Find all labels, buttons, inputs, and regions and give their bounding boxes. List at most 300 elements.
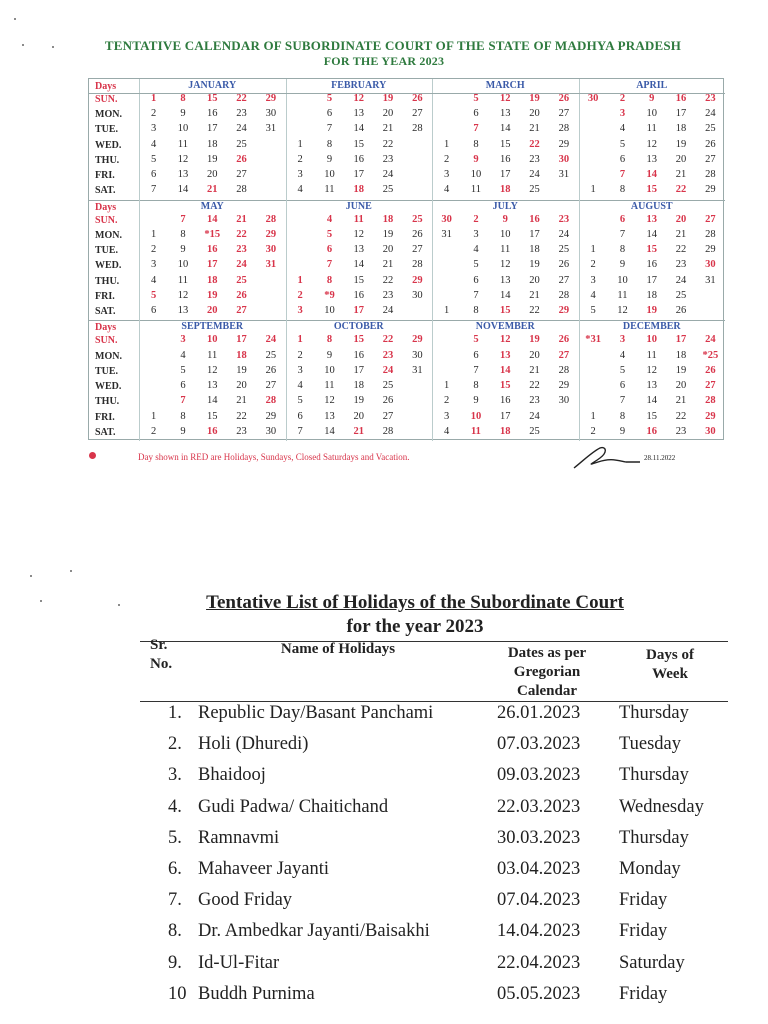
date-cell: 17 (236, 334, 247, 346)
date-cell: 4 (444, 184, 450, 196)
date-cell: 19 (529, 259, 540, 271)
date-cell: 10 (617, 274, 628, 286)
date-cell: 16 (675, 93, 687, 104)
date-cell: 11 (646, 123, 657, 135)
date-cell: 21 (529, 364, 540, 376)
date-cell: 16 (206, 108, 218, 120)
date-cell: 17 (675, 334, 687, 346)
date-cell: *15 (204, 228, 221, 240)
date-cell: 14 (177, 184, 189, 196)
date-cell: 23 (236, 425, 247, 437)
date-cell: 26 (705, 364, 716, 376)
date-cell: 18 (529, 244, 540, 256)
table-row (0, 797, 768, 828)
date-cell: 27 (236, 169, 247, 181)
date-cell: 1 (444, 380, 450, 392)
holiday-date: 03.04.2023 (497, 859, 581, 879)
day-name-mon: MON. (95, 229, 122, 241)
date-cell: 29 (265, 410, 277, 422)
date-cell: 20 (529, 274, 540, 286)
date-cell: 16 (646, 259, 657, 271)
date-cell: 5 (590, 305, 596, 317)
date-cell: 24 (236, 123, 247, 135)
date-cell: 30 (705, 425, 716, 437)
date-cell: 19 (206, 153, 218, 165)
date-cell: 22 (382, 138, 394, 150)
days-header-label: Days (95, 81, 117, 92)
date-cell: 8 (473, 138, 479, 150)
table-top-rule (140, 641, 728, 642)
date-cell: 29 (705, 184, 716, 196)
holiday-sr-no: 8. (168, 921, 182, 942)
month-header-may: MAY (200, 200, 224, 212)
date-cell: 16 (206, 244, 218, 256)
date-cell: 13 (646, 380, 657, 392)
date-cell: 23 (236, 244, 247, 256)
date-cell: 5 (151, 289, 157, 301)
date-cell: 2 (151, 244, 157, 256)
date-cell: 30 (441, 213, 452, 225)
day-name-fri: FRI. (95, 170, 115, 182)
date-cell: 7 (151, 184, 157, 196)
date-cell: 8 (326, 334, 333, 346)
date-cell: 26 (675, 305, 687, 317)
date-cell: 29 (412, 274, 423, 286)
date-cell: 16 (499, 153, 511, 165)
table-row (0, 703, 768, 734)
date-cell: 25 (705, 123, 716, 135)
header-rule (89, 93, 725, 94)
holiday-day: Wednesday (619, 796, 704, 817)
date-cell: 30 (412, 349, 423, 361)
holiday-sr-no: 6. (168, 859, 182, 879)
date-cell: 21 (529, 289, 540, 301)
date-cell: 6 (151, 169, 157, 181)
date-cell: 3 (297, 169, 303, 181)
holiday-day: Thursday (619, 765, 689, 786)
date-cell: 26 (265, 364, 277, 376)
date-cell: 26 (382, 395, 394, 407)
date-cell: 12 (177, 289, 189, 301)
date-cell: 7 (619, 228, 626, 240)
date-cell: 10 (499, 228, 511, 240)
date-cell: 11 (470, 184, 481, 196)
date-cell: 13 (353, 244, 364, 256)
date-cell: 28 (558, 364, 570, 376)
date-cell: 11 (470, 425, 481, 437)
date-cell: 21 (206, 184, 218, 196)
day-name-sun: SUN. (95, 214, 118, 226)
date-cell: 22 (382, 274, 394, 286)
date-cell: 3 (619, 334, 626, 346)
month-divider (286, 200, 287, 321)
date-cell: 13 (353, 108, 364, 120)
date-cell: 2 (590, 425, 596, 437)
holiday-date: 07.04.2023 (497, 890, 581, 911)
date-cell: 10 (646, 108, 657, 120)
date-cell: 23 (382, 289, 394, 301)
date-cell: 12 (206, 364, 218, 376)
date-cell: 6 (326, 244, 333, 256)
date-cell: 9 (473, 395, 479, 407)
date-cell: 21 (236, 213, 247, 225)
date-cell: 28 (705, 169, 716, 181)
date-cell: 17 (353, 169, 364, 181)
holiday-date: 30.03.2023 (497, 827, 581, 848)
date-cell: 23 (529, 395, 540, 407)
date-cell: 18 (382, 213, 394, 225)
date-cell: 13 (206, 380, 218, 392)
date-cell: 2 (297, 289, 303, 301)
date-cell: 27 (236, 305, 247, 317)
date-cell: 21 (675, 395, 687, 407)
date-cell: 26 (558, 259, 570, 271)
date-cell: 26 (558, 334, 570, 346)
holiday-name: Gudi Padwa/ Chaitichand (198, 796, 389, 817)
date-cell: 5 (473, 334, 479, 346)
holiday-day: Monday (619, 859, 681, 879)
date-cell: 28 (558, 289, 570, 301)
date-cell: 27 (705, 153, 716, 165)
holiday-day: Saturday (619, 952, 685, 973)
table-row (0, 984, 768, 1015)
col-date-header: Dates as per Gregorian Calendar (507, 645, 587, 699)
date-cell: 3 (297, 364, 303, 376)
day-name-tue: TUE. (95, 245, 119, 257)
date-cell: 19 (382, 93, 394, 104)
day-name-sun: SUN. (95, 335, 118, 347)
date-cell: 25 (529, 184, 540, 196)
holiday-date: 22.04.2023 (497, 952, 581, 973)
date-cell: 5 (180, 364, 186, 376)
table-row (0, 828, 768, 859)
date-cell: 7 (180, 395, 186, 407)
day-name-wed: WED. (95, 381, 122, 393)
date-cell: 14 (499, 364, 511, 376)
date-cell: 13 (177, 169, 189, 181)
date-cell: 9 (619, 425, 626, 437)
date-cell: 29 (265, 93, 277, 104)
date-cell: 23 (558, 213, 570, 225)
month-header-november: NOVEMBER (475, 321, 535, 333)
date-cell: 29 (558, 138, 570, 150)
speck (30, 575, 32, 577)
holiday-date: 09.03.2023 (497, 765, 581, 786)
date-cell: 9 (649, 93, 655, 104)
date-cell: 4 (297, 184, 303, 196)
date-cell: 10 (646, 334, 657, 346)
date-cell: 23 (236, 108, 247, 120)
col-name-header: Name of Holidays (280, 641, 396, 657)
date-cell: 20 (236, 380, 247, 392)
date-cell: 5 (473, 259, 479, 271)
month-header-september: SEPTEMBER (181, 321, 244, 333)
date-cell: 14 (353, 259, 364, 271)
date-cell: 20 (529, 108, 540, 120)
date-cell: 21 (353, 425, 364, 437)
date-cell: 25 (382, 184, 394, 196)
date-cell: 19 (353, 395, 364, 407)
date-cell: 6 (326, 108, 333, 120)
date-cell: 20 (675, 213, 687, 225)
date-cell: 1 (151, 228, 157, 240)
table-row (0, 765, 768, 796)
date-cell: 18 (353, 184, 364, 196)
date-cell: 7 (473, 364, 479, 376)
table-row (0, 953, 768, 984)
date-cell: 28 (558, 123, 570, 135)
date-cell: 8 (326, 138, 333, 150)
date-cell: 3 (444, 169, 450, 181)
holiday-date: 22.03.2023 (497, 796, 581, 817)
holiday-sr-no: 9. (168, 952, 182, 973)
date-cell: 19 (382, 228, 394, 240)
holiday-date: 05.05.2023 (497, 983, 581, 1004)
date-cell: 15 (499, 380, 511, 392)
date-cell: 15 (206, 93, 218, 104)
date-cell: 22 (675, 410, 687, 422)
date-cell: 10 (324, 169, 335, 181)
date-cell: 13 (646, 153, 657, 165)
date-cell: 15 (646, 184, 657, 196)
date-cell: 21 (382, 123, 394, 135)
date-cell: 15 (353, 138, 364, 150)
date-cell: 16 (353, 349, 364, 361)
col-day-header: Days of Week (646, 647, 694, 682)
date-cell: 9 (473, 153, 479, 165)
date-cell: 30 (412, 289, 423, 301)
date-cell: 18 (675, 349, 687, 361)
holiday-sr-no: 7. (168, 890, 182, 911)
date-cell: 9 (326, 153, 333, 165)
date-cell: 26 (236, 153, 247, 165)
date-cell: 17 (646, 274, 657, 286)
holiday-name: Ramnavmi (198, 827, 280, 848)
date-cell: 13 (646, 213, 657, 225)
date-cell: 4 (444, 425, 450, 437)
date-cell: 13 (324, 410, 335, 422)
date-cell: 22 (236, 228, 247, 240)
day-name-tue: TUE. (95, 124, 119, 136)
month-header-october: OCTOBER (333, 321, 384, 333)
date-cell: 2 (151, 425, 157, 437)
month-header-april: APRIL (636, 80, 668, 91)
month-header-january: JANUARY (188, 80, 237, 91)
holiday-day: Tuesday (619, 734, 682, 755)
date-cell: 11 (500, 244, 511, 256)
date-cell: 11 (207, 349, 218, 361)
date-cell: *31 (585, 334, 602, 346)
day-name-fri: FRI. (95, 290, 115, 302)
date-cell: 14 (353, 123, 364, 135)
holiday-date: 07.03.2023 (497, 734, 581, 755)
holiday-sr-no: 5. (168, 827, 182, 848)
date-cell: 8 (326, 274, 333, 286)
date-cell: 31 (265, 259, 277, 271)
date-cell: 3 (444, 410, 450, 422)
holiday-name: Buddh Purnima (198, 983, 315, 1004)
date-cell: 10 (324, 364, 335, 376)
date-cell: 17 (206, 259, 218, 271)
date-cell: 22 (529, 305, 540, 317)
date-cell: 16 (646, 425, 657, 437)
date-cell: 11 (324, 380, 335, 392)
date-cell: 17 (353, 364, 364, 376)
date-cell: 19 (675, 138, 687, 150)
date-cell: 24 (382, 364, 394, 376)
date-cell: 19 (529, 93, 540, 104)
holiday-name: Holi (Dhuredi) (198, 734, 309, 755)
date-cell: 9 (180, 425, 186, 437)
speck (22, 44, 24, 46)
date-cell: 27 (558, 274, 570, 286)
date-cell: 6 (297, 410, 303, 422)
date-cell: 7 (619, 169, 626, 181)
date-cell: 30 (587, 93, 599, 104)
date-cell: 4 (180, 349, 186, 361)
date-cell: 24 (382, 305, 394, 317)
date-cell: 2 (444, 153, 450, 165)
date-cell: 14 (324, 425, 335, 437)
date-cell: 3 (151, 259, 157, 271)
day-name-thu: THU. (95, 154, 120, 166)
date-cell: 27 (412, 108, 423, 120)
holiday-day: Friday (619, 890, 668, 911)
date-cell: 16 (353, 153, 364, 165)
day-name-wed: WED. (95, 139, 122, 151)
col-sr-header: Sr. No. (150, 637, 173, 672)
holiday-sr-no: 10 (168, 983, 187, 1004)
date-cell: 25 (412, 213, 423, 225)
date-cell: 30 (265, 244, 277, 256)
date-cell: 3 (619, 108, 626, 120)
table-row (0, 734, 768, 765)
date-cell: 7 (326, 123, 333, 135)
holiday-name: Mahaveer Jayanti (198, 859, 329, 879)
date-cell: 27 (412, 244, 423, 256)
date-cell: 20 (675, 153, 687, 165)
date-cell: 18 (353, 380, 364, 392)
holiday-date: 14.04.2023 (497, 921, 581, 942)
date-cell: 22 (529, 138, 540, 150)
date-cell: 27 (265, 380, 277, 392)
date-cell: 14 (206, 213, 218, 225)
date-cell: 11 (177, 274, 188, 286)
date-cell: 31 (441, 228, 452, 240)
svg-text:28.11.2022: 28.11.2022 (644, 454, 676, 462)
date-cell: 5 (619, 138, 626, 150)
holiday-day: Friday (619, 983, 668, 1004)
holiday-day: Thursday (619, 703, 689, 723)
date-cell: 10 (324, 305, 335, 317)
date-cell: 6 (180, 380, 186, 392)
holiday-sr-no: 2. (168, 734, 182, 755)
table-row (0, 859, 768, 890)
date-cell: 5 (473, 93, 479, 104)
date-cell: 24 (529, 169, 540, 181)
date-cell: 2 (619, 93, 626, 104)
date-cell: 14 (499, 123, 511, 135)
date-cell: 27 (558, 349, 570, 361)
date-cell: 28 (382, 425, 394, 437)
date-cell: 30 (558, 153, 570, 165)
date-cell: 9 (180, 108, 186, 120)
date-cell: *9 (324, 289, 335, 301)
date-cell: 13 (177, 305, 189, 317)
calendar-grid (88, 78, 724, 440)
date-cell: 2 (473, 213, 479, 225)
date-cell: 4 (151, 138, 157, 150)
date-cell: 1 (590, 184, 596, 196)
date-cell: 9 (326, 349, 333, 361)
month-header-july: JULY (492, 200, 518, 212)
day-name-thu: THU. (95, 275, 120, 287)
date-cell: 16 (499, 395, 511, 407)
date-cell: 8 (619, 184, 626, 196)
holiday-name: Id-Ul-Fitar (198, 952, 280, 973)
date-cell: 18 (675, 123, 687, 135)
date-cell: 21 (675, 169, 687, 181)
date-cell: 6 (473, 349, 479, 361)
date-cell: 23 (675, 425, 687, 437)
date-cell: 22 (675, 184, 687, 196)
day-name-sat: SAT. (95, 426, 116, 438)
date-cell: 8 (180, 93, 186, 104)
day-name-fri: FRI. (95, 411, 115, 423)
date-cell: 27 (705, 380, 716, 392)
day-name-wed: WED. (95, 260, 122, 272)
date-cell: 5 (326, 93, 333, 104)
days-header-label: Days (95, 322, 117, 334)
date-cell: 8 (180, 410, 186, 422)
date-cell: 5 (151, 153, 157, 165)
day-name-sat: SAT. (95, 185, 116, 197)
date-cell: 2 (297, 153, 303, 165)
date-cell: 27 (558, 108, 570, 120)
date-cell: 22 (675, 244, 687, 256)
red-bullet-icon (89, 452, 96, 459)
date-cell: 24 (265, 334, 277, 346)
date-cell: 1 (297, 138, 303, 150)
date-cell: 4 (297, 380, 303, 392)
date-cell: 14 (646, 169, 657, 181)
date-cell: 28 (265, 395, 277, 407)
date-cell: 21 (529, 123, 540, 135)
date-cell: 1 (444, 305, 450, 317)
date-cell: 9 (502, 213, 508, 225)
date-cell: 1 (590, 410, 596, 422)
date-cell: 19 (646, 305, 657, 317)
day-name-sun: SUN. (95, 94, 118, 105)
date-cell: 4 (473, 244, 479, 256)
table-header-rule (140, 701, 728, 702)
calendar-title: TENTATIVE CALENDAR OF SUBORDINATE COURT OF THE STATE OF MADHYA PRADESH (104, 38, 682, 53)
date-cell: 25 (558, 244, 570, 256)
day-name-tue: TUE. (95, 365, 119, 377)
date-cell: 12 (353, 93, 364, 104)
date-cell: 6 (619, 213, 626, 225)
month-header-march: MARCH (485, 80, 525, 91)
date-cell: 29 (705, 244, 716, 256)
date-cell: 3 (151, 123, 157, 135)
date-cell: 18 (236, 349, 247, 361)
date-cell: 2 (151, 108, 157, 120)
date-cell: 18 (499, 425, 511, 437)
date-cell: 2 (444, 395, 450, 407)
date-cell: 20 (206, 169, 218, 181)
date-cell: 12 (646, 138, 657, 150)
holiday-name: Republic Day/Basant Panchami (198, 703, 434, 723)
